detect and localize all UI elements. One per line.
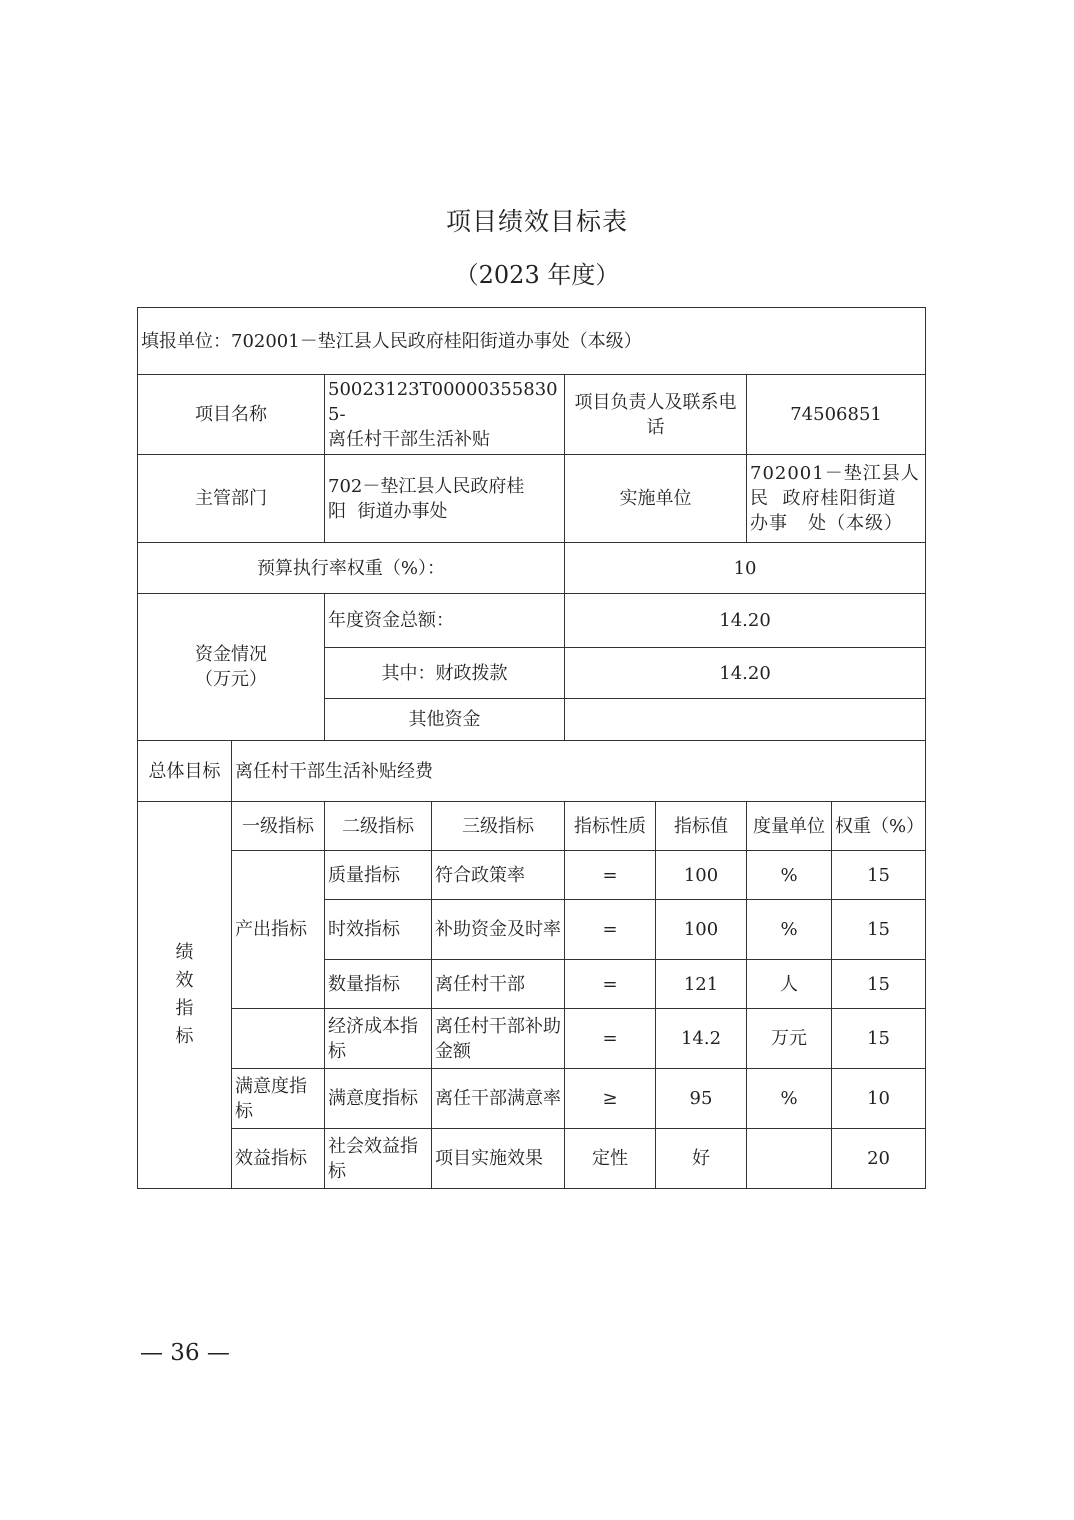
project-name-value: [325, 375, 565, 455]
performance-label-char: 绩: [175, 942, 194, 963]
level3-cell: 离任干部满意率: [432, 1069, 565, 1129]
level2-cell: 质量指标: [325, 851, 432, 900]
funds-label-line-2: （万元）: [195, 669, 267, 690]
performance-label-char: 标: [175, 1026, 194, 1047]
weight-cell: 15: [832, 900, 926, 960]
performance-goal-table: [137, 307, 926, 1189]
weight-cell: 10: [832, 1069, 926, 1129]
level1-cell: 效益指标: [232, 1129, 325, 1189]
unit-cell: %: [747, 851, 832, 900]
performance-indicator-label: [138, 802, 232, 1189]
weight-cell: 15: [832, 851, 926, 900]
project-name-label: 项目名称: [138, 375, 325, 455]
department-value-line-1: 702－垫江县人民政府桂: [328, 475, 525, 497]
header-unit: 度量单位: [747, 802, 832, 851]
department-row: [138, 455, 926, 543]
reporting-unit: 填报单位：702001－垫江县人民政府桂阳街道办事处（本级）: [138, 308, 926, 375]
project-name: 离任村干部生活补贴: [328, 429, 490, 450]
budget-rate-row: [138, 543, 926, 594]
funds-fiscal-value: 14.20: [565, 648, 926, 699]
header-level2: 二级指标: [325, 802, 432, 851]
weight-cell: 15: [832, 960, 926, 1009]
funds-other-label: 其他资金: [325, 699, 565, 741]
overall-goal-row: [138, 741, 926, 802]
nature-cell: 定性: [565, 1129, 656, 1189]
unit-cell: %: [747, 1069, 832, 1129]
level3-cell: 符合政策率: [432, 851, 565, 900]
budget-rate-value: 10: [565, 543, 926, 594]
unit-cell: %: [747, 900, 832, 960]
department-value: [325, 455, 565, 543]
header-level1: 一级指标: [232, 802, 325, 851]
reporting-unit-row: [138, 308, 926, 375]
page-title: 项目绩效目标表: [445, 207, 628, 236]
table-row: [138, 1129, 926, 1189]
project-name-row: [138, 375, 926, 455]
unit-cell: 万元: [747, 1009, 832, 1069]
funds-fiscal-label: 其中：财政拨款: [325, 648, 565, 699]
value-cell: 14.2: [656, 1009, 747, 1069]
weight-cell: 20: [832, 1129, 926, 1189]
project-contact-value: 74506851: [747, 375, 926, 455]
performance-label-char: 指: [175, 998, 194, 1019]
funds-label-line-1: 资金情况: [195, 644, 267, 665]
implementing-unit-value: [747, 455, 926, 543]
nature-cell: =: [565, 1009, 656, 1069]
value-cell: 100: [656, 900, 747, 960]
table-row: [138, 851, 926, 900]
level2-cell: 数量指标: [325, 960, 432, 1009]
header-nature: 指标性质: [565, 802, 656, 851]
table-row: [138, 1009, 926, 1069]
value-cell: 121: [656, 960, 747, 1009]
unit-cell: 人: [747, 960, 832, 1009]
header-level3: 三级指标: [432, 802, 565, 851]
level2-cell: 时效指标: [325, 900, 432, 960]
department-value-line-2: 阳 街道办事处: [328, 500, 448, 522]
budget-rate-label: 预算执行率权重（%）：: [138, 543, 565, 594]
project-contact-label: 项目负责人及联系电话: [565, 375, 747, 455]
level3-cell: 项目实施效果: [432, 1129, 565, 1189]
header-weight: 权重（%）: [832, 802, 926, 851]
level2-cell: 社会效益指标: [325, 1129, 432, 1189]
unit-cell: [747, 1129, 832, 1189]
overall-goal-value: 离任村干部生活补贴经费: [232, 741, 926, 802]
funds-label: [138, 594, 325, 741]
project-code: 50023123T000003558305-: [328, 379, 558, 425]
implementing-unit-line-1: 702001－垫江县人: [750, 463, 920, 484]
level3-cell: 补助资金及时率: [432, 900, 565, 960]
value-cell: 好: [656, 1129, 747, 1189]
funds-total-row: [138, 594, 926, 648]
header-value: 指标值: [656, 802, 747, 851]
level3-cell: 离任村干部补助金额: [432, 1009, 565, 1069]
implementing-unit-line-3: 办事 处（本级）: [750, 513, 904, 534]
level1-cell-empty: [232, 1009, 325, 1069]
implementing-unit-line-2: 民 政府桂阳街道: [750, 488, 897, 509]
performance-label-char: 效: [175, 970, 194, 991]
overall-goal-label: 总体目标: [138, 741, 232, 802]
value-cell: 100: [656, 851, 747, 900]
value-cell: 95: [656, 1069, 747, 1129]
page-subtitle: （2023 年度）: [454, 261, 620, 289]
nature-cell: ≥: [565, 1069, 656, 1129]
weight-cell: 15: [832, 1009, 926, 1069]
indicator-header-row: [138, 802, 926, 851]
output-indicator-label: 产出指标: [232, 851, 325, 1009]
department-label: 主管部门: [138, 455, 325, 543]
level2-cell: 满意度指标: [325, 1069, 432, 1129]
level2-cell: 经济成本指标: [325, 1009, 432, 1069]
nature-cell: =: [565, 851, 656, 900]
nature-cell: =: [565, 960, 656, 1009]
level3-cell: 离任村干部: [432, 960, 565, 1009]
funds-other-value: [565, 699, 926, 741]
page-number: — 36 —: [140, 1340, 230, 1366]
funds-total-label: 年度资金总额：: [325, 594, 565, 648]
implementing-unit-label: 实施单位: [565, 455, 747, 543]
table-row: [138, 1069, 926, 1129]
funds-total-value: 14.20: [565, 594, 926, 648]
level1-cell: 满意度指标: [232, 1069, 325, 1129]
nature-cell: =: [565, 900, 656, 960]
